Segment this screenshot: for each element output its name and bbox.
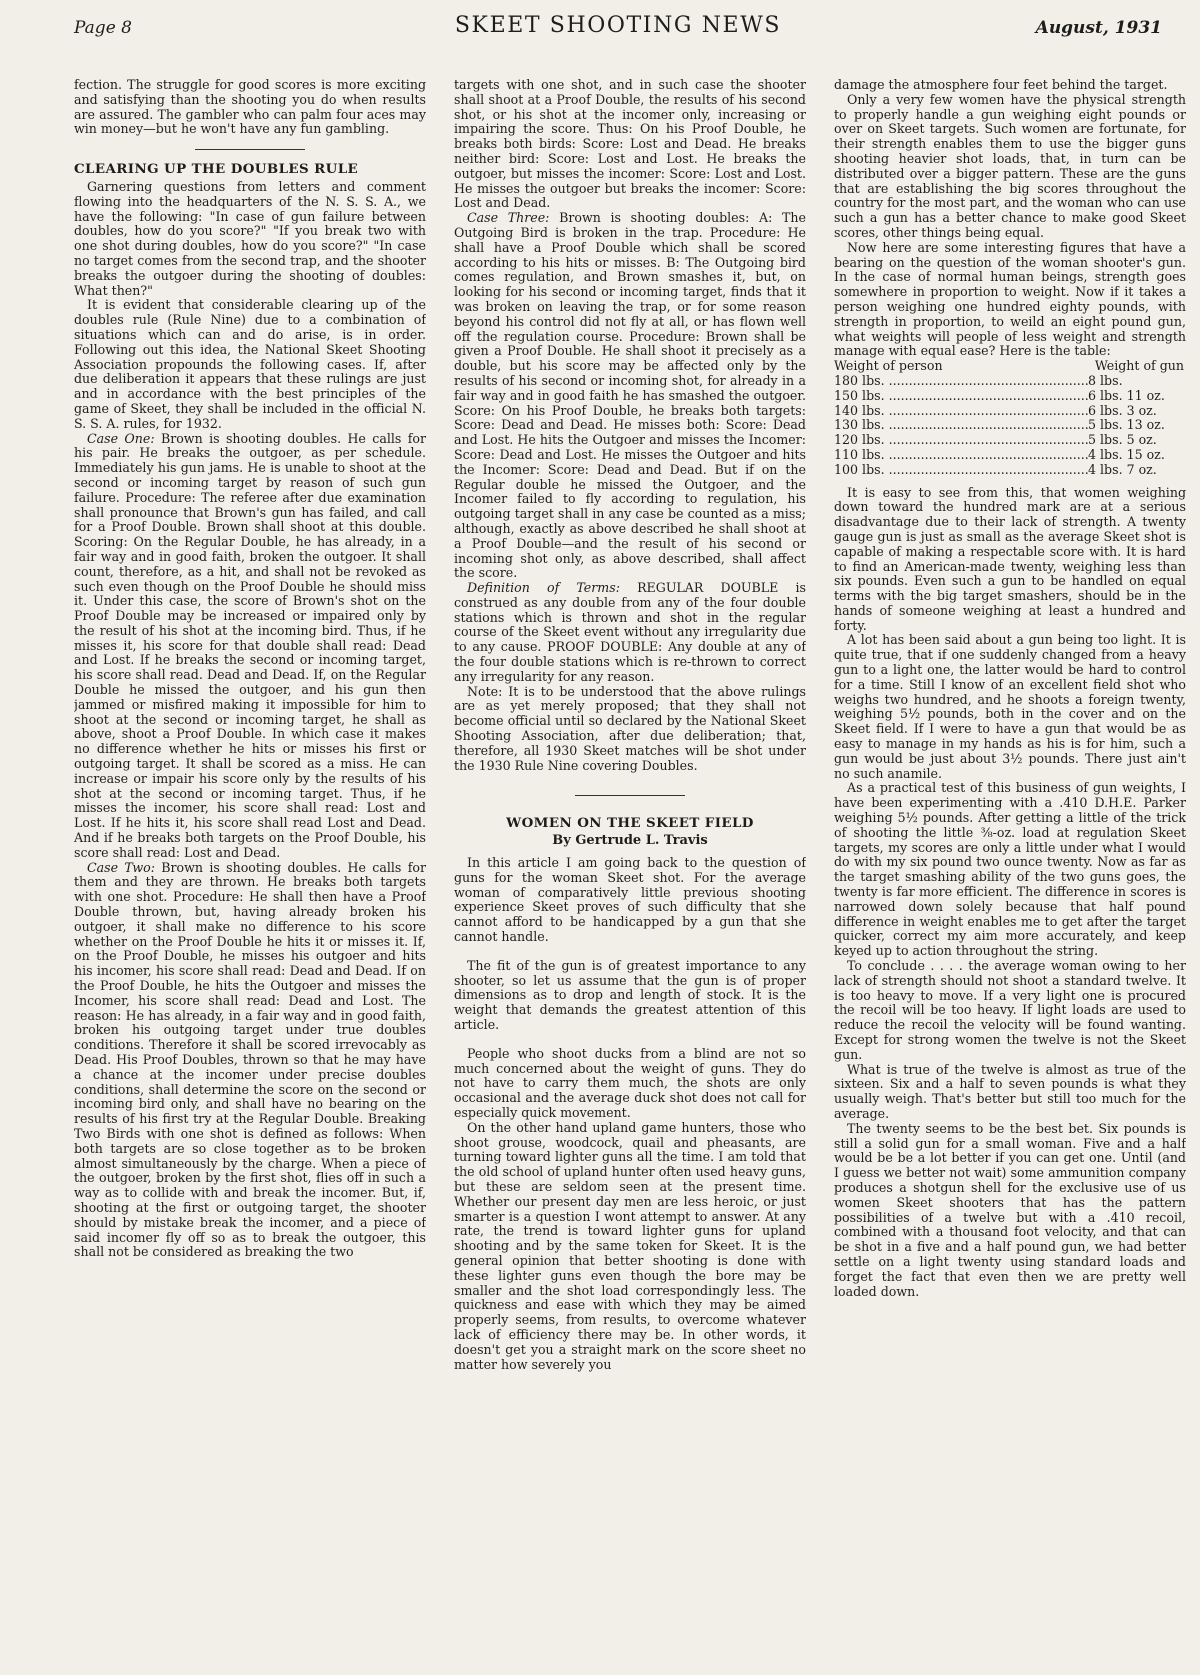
paragraph: Garnering questions from letters and comment flowing into the headquarters of the N. S. S. A., we have the following: "In case of gun failure between doubles, how do you score?" "If you break two with one shot during doubles, how do you score?" "In case no target comes from the second trap, and the shooter breaks the outgoer during the shooting of doubles: What then?"	[74, 178, 426, 298]
paragraph: What is true of the twelve is almost as true of the sixteen. Six and a half to seven pounds is what they usually weigh. That's better but still too much for the average.	[834, 1061, 1186, 1121]
paragraph: On the other hand upland game hunters, those who shoot grouse, woodcock, quail and pheasants, are turning toward lighter guns all the time. I am told that the old school of upland hunter often used heavy guns, but these are seldom seen at the present time. Whether our present day men are less heroic, or just smarter is a question I wont attempt to answer. At any rate, the trend is toward lighter guns for upland shooting and by the same token for Skeet. It is the general opinion that better shooting is done with these lighter guns even though the bore may be smaller and the shot load correspondingly less. The quickness and ease with which they may be aimed properly seems, from results, to overcome whatever lack of efficiency there may be. In other words, it doesn't get you a straight mark on the score sheet no matter how severely you	[454, 1119, 806, 1372]
case-label: Case Two:	[87, 859, 155, 875]
paragraph: damage the atmosphere four feet behind the target.	[834, 78, 1168, 92]
table-row	[834, 418, 1186, 433]
section-heading-women: WOMEN ON THE SKEET FIELD	[506, 815, 754, 832]
paragraph-definitions	[454, 581, 806, 685]
paragraph: It is evident that considerable clearing up of the doubles rule (Rule Nine) due to a combination of situations which can and do arise, is in order. Following out this idea, the National Skeet Shooting Association propounds the following cases. If, after due deliberation it appears that these rulings are just and in accordance with the best principles of the game of Skeet, they shall be included in the official N. S. S. A. rules, for 1932.	[74, 297, 426, 431]
person-weight: 140 lbs. .....	[834, 404, 1088, 419]
paragraph: To conclude . . . . the average woman owing to her lack of strength should not shoot a standard twelve. It is too heavy to move. If a very light one is procured the recoil will be too heavy. If light loads are used to reduce the recoil the velocity will be found wanting. Except for strong women the twelve is not the Skeet gun.	[834, 958, 1186, 1062]
paragraph-note: Note: It is to be understood that the above rulings are as yet merely proposed; that they shall not become official until so declared by the National Skeet Shooting Association, after due deliberation; that, therefore, all 1930 Skeet matches will be shot under the 1930 Rule Nine covering Doubles.	[454, 683, 806, 773]
definition-text: REGULAR DOUBLE is construed as any double from any of the four double stations which is thrown and shot in the regular course of the Skeet event without any irregularity due to any cause. PROOF DOUBLE: Any double at any of the four double stations which is re-thrown to correct any irregularity for any reason.	[454, 580, 806, 684]
table-row	[834, 404, 1186, 419]
gun-weight: 4 lbs. 7 oz.	[1088, 461, 1157, 477]
weight-table-header	[834, 359, 1186, 374]
section-divider	[575, 795, 685, 796]
table-row	[834, 463, 1186, 478]
column-1	[74, 78, 426, 1670]
paragraph: It is easy to see from this, that women weighing down toward the hundred mark are at a serious disadvantage due to their lack of strength. A twenty gauge gun is just as small as the average Skeet shot is capable of making a respectable score with. It is hard to find an American-made twenty, weighing less than six pounds. Even such a gun to be handled on equal terms with the big target smashers, should be in the hands of someone weighing at least a hundred and forty.	[834, 484, 1186, 633]
paragraph: fection. The struggle for good scores is more exciting and satisfying than the shooting you do when results are assured. The gambler who can palm four aces may win money—but he won't have any fun gambling.	[74, 78, 426, 137]
paragraph-case-three	[454, 211, 806, 581]
table-row	[834, 433, 1186, 448]
table-row	[834, 448, 1186, 463]
definition-label: Definition of Terms:	[467, 580, 620, 596]
page-number: Page 8	[74, 18, 132, 38]
publication-title: SKEET SHOOTING NEWS	[454, 13, 782, 38]
table-header-gun: Weight of gun	[1094, 358, 1184, 374]
paragraph: A lot has been said about a gun being too light. It is quite true, that if one suddenly changed from a heavy gun to a light one, the latter would be hard to control for a time. Still I know of an excellent field shot who weighs two hundred, and he shoots a foreign twenty, weighing 5½ pounds, both in the cover and on the Skeet field. If I were to have a gun that would be as easy to manage in my hands as his is for him, such a gun would be just about 3½ pounds. There just ain't no such anamile.	[834, 632, 1186, 781]
paragraph: People who shoot ducks from a blind are not so much concerned about the weight of guns. They do not have to carry them much, the shots are only occasional and the average duck shot does not call for especially quick movement.	[454, 1045, 806, 1120]
paragraph-case-one	[74, 432, 426, 861]
case-label: Case Three:	[467, 210, 550, 226]
table-header-person: Weight of person	[834, 358, 943, 374]
person-weight: 100 lbs. .....	[834, 463, 1088, 478]
paragraph: Now here are some interesting figures that have a bearing on the question of the woman shooter's gun. In the case of normal human beings, strength goes somewhere in proportion to weight. Now if it takes a person weighing one hundred eighty pounds, with strength in proportion, to weild an eight pound gun, what weights will people of less weight and strength manage with equal ease? Here is the table:	[834, 239, 1186, 359]
person-weight: 110 lbs. .....	[834, 448, 1088, 463]
paragraph: As a practical test of this business of gun weights, I have been experimenting with a .410 D.H.E. Parker weighing 5½ pounds. After getting a little of the trick of shooting the little ⅜-oz. load at regulation Skeet targets, my scores are only a little under what I would do with my six pound two ounce twenty. Now as far as the target smashing ability of the two guns goes, the twenty is far more efficient. The difference in scores is narrowed down solely because that half pound difference in weight enables me to get after the target quicker, correct my aim more accurately, and keep keyed up to action throughout the string.	[834, 780, 1186, 959]
column-2	[454, 78, 806, 1670]
person-weight: 130 lbs. .....	[834, 418, 1088, 433]
column-3	[834, 78, 1186, 1670]
person-weight: 150 lbs. .....	[834, 389, 1088, 404]
paragraph: targets with one shot, and in such case the shooter shall shoot at a Proof Double, the results of his second shot, or his shot at the incomer only, increasing or impairing the score. Thus: On his Proof Double, he breaks both birds: Score: Lost and Dead. He breaks neither bird: Score: Lost and Lost. He breaks the outgoer, but misses the incomer: Score: Lost and Lost. He misses the outgoer but breaks the incomer: Score: Lost and Dead.	[454, 78, 806, 211]
gun-weight: 5 lbs. 13 oz.	[1088, 417, 1165, 433]
paragraph: The twenty seems to be the best bet. Six pounds is still a solid gun for a small woman. Five and a half would be be a lot better if you can get one. Until (and I guess we better not wait) some ammunition company produces a shotgun shell for the exclusive use of us women Skeet shooters that has the pattern possibilities of a twelve but with a .410 recoil, combined with a thousand foot velocity, and that can be shot in a five and a half pound gun, we had better settle on a light twenty using standard loads and forget the fact that even then we are pretty well loaded down.	[834, 1120, 1186, 1299]
case-label: Case One:	[87, 430, 155, 446]
paragraph: In this article I am going back to the question of guns for the woman Skeet shot. For the average woman of comparatively little previous shooting experience Skeet proves of such difficulty that she cannot afford to be handicapped by a gun that she cannot handle.	[454, 855, 806, 945]
case-text: Brown is shooting doubles: A: The Outgoing Bird is broken in the trap. Procedure: He shall have a Proof Double which shall be scored according to his hits or misses. B: The Outgoing bird comes regulation, and Brown smashes it, but, on looking for his second or incoming target, finds that it was broken on leaving the trap, or for some reason beyond his control did not fly at all, or has flown well off the regulation course. Procedure: Brown shall be given a Proof Double. He shall shoot it precisely as a double, but his score may be affected only by the results of his second or incoming shot, for already in a fair way and in good faith he has smashed the outgoer. Score: On his Proof Double, he breaks both targets: Score: Dead and Dead. He misses both: Score: Dead and Lost. He hits the Outgoer and misses the Incomer: Score: Dead and Lost. He misses the Outgoer and hits the Incomer: Score: Dead and Dead. But if on the Regular double he missed the Outgoer, and the Incomer failed to fly according to regulation, his outgoing target shall in any case be counted as a miss; although, exactly as above described he shall shoot at a Proof Double—and the result of his second or incoming shot only, as above described, shall affect the score.	[454, 210, 806, 581]
gun-weight: 6 lbs. 3 oz.	[1088, 402, 1157, 418]
masthead	[74, 10, 1162, 56]
paragraph-case-two	[74, 861, 426, 1261]
paragraph: Only a very few women have the physical strength to properly handle a gun weighing eight pounds or over on Skeet targets. Such women are fortunate, for their strength enables them to use the bigger guns shooting heavier shot loads, that, in turn can be distributed over a bigger pattern. These are the guns that are establishing the big scores throughout the country for the most part, and the woman who can use such a gun has a better chance to make good Skeet scores, other things being equal.	[834, 91, 1186, 240]
section-heading-doubles-rule: CLEARING UP THE DOUBLES RULE	[74, 161, 359, 178]
paragraph: The fit of the gun is of greatest importance to any shooter, so let us assume that the gun is of proper dimensions as to drop and length of stock. It is the weight that demands the greatest attention of this article.	[454, 957, 806, 1033]
case-text: Brown is shooting doubles. He calls for his pair. He breaks the outgoer, as per schedule. Immediately his gun jams. He is unable to shoot at the second or incoming target by reason of such gun failure. Procedure: The referee after due examination shall pronounce that Brown's gun has failed, and call for a Proof Double. Brown shall shoot at this double. Scoring: On the Regular Double, he has already, in a fair way and in good faith, broken the outgoer. It shall count, therefore, as a hit, and shall not be revoked as such even though on the Proof Double he should miss it. Under this case, the score of Brown's shot on the Proof Double may be increased or impaired only by the result of his shot at the incoming bird. Thus, if he misses it, his score for that double shall read: Dead and Lost. If he breaks the second or incoming target, his score shall read. Dead and Dead. If, on the Regular Double he missed the outgoer, and his gun then jammed or misfired making it impossible for him to shoot at the second or incoming target, he shall as above, shoot a Proof Double. In which case it makes no difference whether he hits or misses his first or outgoing target. It shall be scored as a miss. He can increase or impair his score only by the results of his shot at the second or incoming target. Thus, if he misses the incomer, his score shall read: Lost and Lost. If he hits it, his score shall read Lost and Dead. And if he breaks both targets on the Proof Double, his score shall read: Lost and Dead.	[74, 430, 426, 860]
person-weight: 180 lbs. .....	[834, 374, 1088, 389]
table-row	[834, 389, 1186, 404]
issue-date: August, 1931	[1035, 18, 1162, 38]
byline: By Gertrude L. Travis	[552, 833, 708, 849]
section-divider	[195, 149, 305, 150]
gun-weight: 5 lbs. 5 oz.	[1088, 432, 1157, 448]
person-weight: 120 lbs. .....	[834, 433, 1088, 448]
case-text: Brown is shooting doubles. He calls for them and they are thrown. He breaks both targets with one shot. Procedure: He shall then have a Proof Double thrown, but, having already broken his outgoer, it shall make no difference to his score whether on the Proof Double he hits it or misses it. If, on the Proof Double, he misses his outgoer and hits his incomer, his score shall read: Dead and Dead. If on the Proof Double, he hits the Outgoer and misses the Incomer, his score shall read: Dead and Lost. The reason: He has already, in a fair way and in good faith, broken his outgoing target under true doubles conditions. Therefore it shall be scored irrevocably as Dead. His Proof Doubles, thrown so that he may have a chance at the incomer under precise doubles conditions, shall determine the score on the second or incoming bird only, and shall have no bearing on the results of his first try at the Regular Double. Breaking Two Birds with one shot is defined as follows: When both targets are so close together as to be broken almost simultaneously by the charge. When a piece of the outgoer, broken by the first shot, flies off in such a way as to collide with and break the incomer. But, if, shooting at the first or outgoing target, the shooter should by mistake break the incomer, and a piece of said incomer fly off so as to break the outgoer, this shall not be considered as breaking the two	[74, 859, 426, 1260]
article-columns	[74, 78, 1186, 1670]
table-row	[834, 374, 1186, 389]
gun-weight: 8 lbs.	[1088, 372, 1123, 388]
weight-table	[834, 359, 1186, 477]
gun-weight: 6 lbs. 11 oz.	[1088, 387, 1165, 403]
gun-weight: 4 lbs. 15 oz.	[1088, 446, 1165, 462]
